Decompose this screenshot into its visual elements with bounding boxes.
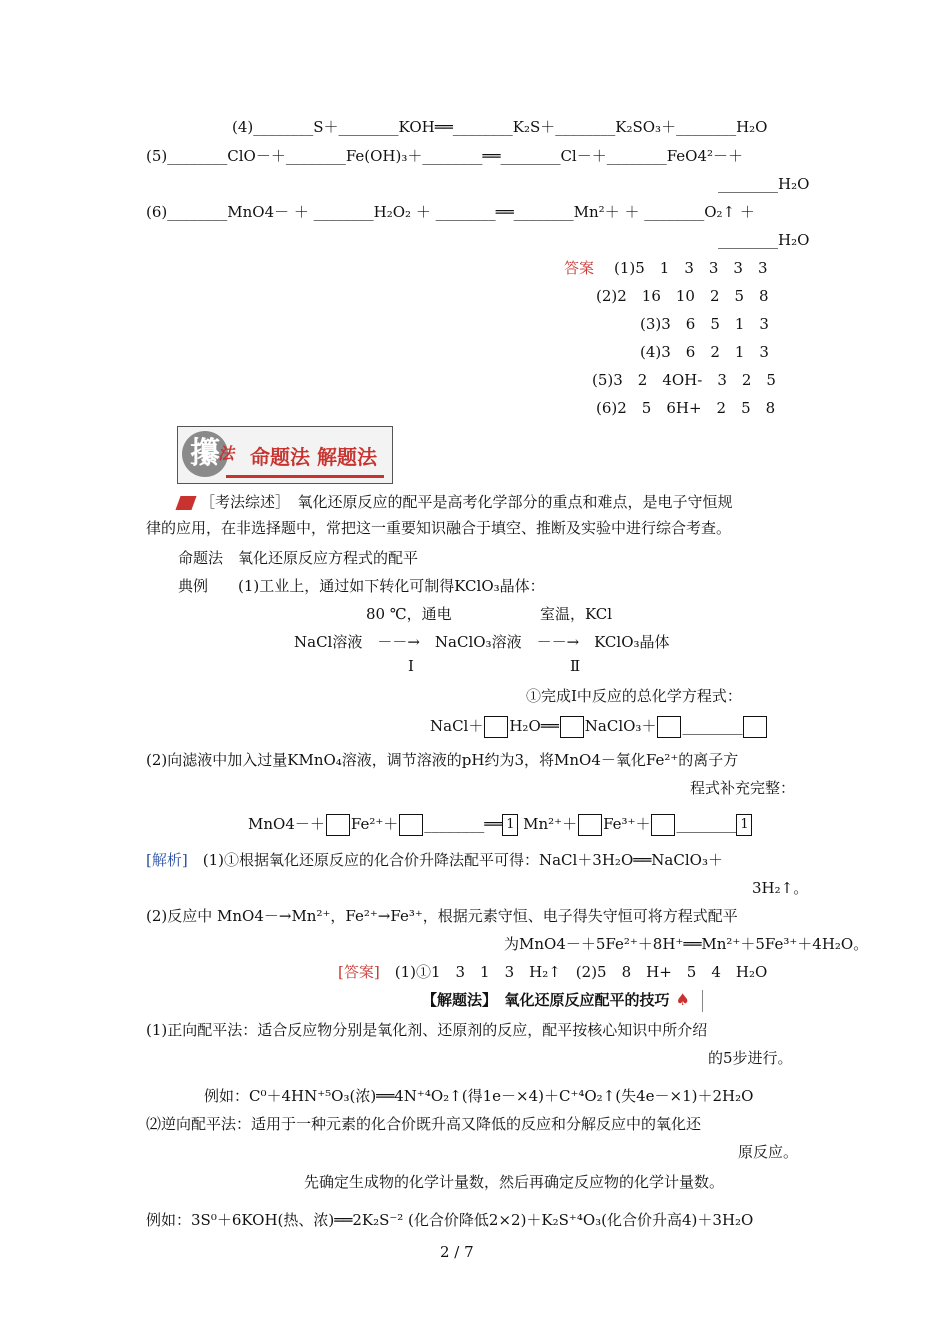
analysis-line-1	[146, 850, 723, 870]
tip-1-line-1: (1)正向配平法：适合反应物分别是氧化剂、还原剂的反应，配平按核心知识中所介绍	[146, 1021, 708, 1039]
analysis-line-3: (2)反应中 MnO4－→Mn²⁺，Fe²⁺→Fe³⁺，根据元素守恒、电子得失守恒可将方程式配平	[146, 907, 738, 925]
page-number: 2 / 7	[440, 1243, 474, 1261]
blank-box[interactable]	[399, 814, 423, 836]
eq-a-blank-line: ________	[682, 717, 743, 735]
tip-2-line-1: ⑵逆向配平法：适用于一种元素的化合价既升高又降低的反应和分解反应中的氧化还	[146, 1115, 702, 1133]
equation-6-cont: ________H₂O	[718, 231, 810, 249]
analysis-text-1: (1)①根据氧化还原反应的化合价升降法配平可得：NaCl＋3H₂O══NaClO₃＋	[187, 851, 723, 869]
eq-b-fe3: Fe³⁺＋	[603, 815, 651, 833]
analysis-line-4: 为MnO4－＋5Fe²⁺＋8H⁺══Mn²⁺＋5Fe³⁺＋4H₂O。	[504, 935, 869, 953]
answer-1: (1)5 1 3 3 3 3	[614, 259, 768, 277]
eq-a-nacl: NaCl＋	[430, 717, 484, 735]
analysis-label: [解析]	[146, 851, 188, 869]
badge-seal-icon: 攥	[182, 431, 228, 477]
answer-body: (1)①1 3 1 3 H₂↑ (2)5 8 H+ 5 4 H₂O	[379, 963, 768, 981]
badge-small-label: 法	[218, 444, 235, 463]
answer-5: (5)3 2 4OH- 3 2 5	[592, 371, 776, 389]
eq-b-mn2: Mn²⁺＋	[523, 815, 578, 833]
overview-line-1	[178, 492, 733, 512]
eq-b-blank-line: ________══	[424, 815, 503, 833]
answer-6: (6)2 5 6H+ 2 5 8	[596, 399, 776, 417]
tip-2-line-3: 先确定生成物的化学计量数，然后再确定反应物的化学计量数。	[304, 1173, 725, 1191]
analysis-line-2: 3H₂↑。	[752, 879, 809, 897]
equation-a	[430, 716, 768, 738]
eq-a-water: H₂O══	[509, 717, 559, 735]
condition-1: 80 ℃，通电	[366, 605, 452, 623]
step-1-label: Ⅰ	[408, 657, 414, 675]
equation-4: (4)________S＋________KOH══________K₂S＋________K₂SO₃＋________H₂O	[232, 118, 768, 136]
blank-box[interactable]	[484, 716, 508, 738]
blank-box[interactable]	[578, 814, 602, 836]
badge-underline	[226, 475, 384, 478]
blank-box[interactable]	[657, 716, 681, 738]
condition-2: 室温，KCl	[540, 605, 613, 623]
blank-box[interactable]	[560, 716, 584, 738]
badge-title: 命题法 解题法	[250, 445, 377, 469]
eq-a-naclo3: NaClO₃＋	[584, 717, 657, 735]
equation-b	[248, 814, 752, 836]
blank-box[interactable]	[651, 814, 675, 836]
answer-3: (3)3 6 5 1 3	[640, 315, 769, 333]
method-title: 命题法 氧化还原反应方程式的配平	[178, 549, 419, 567]
example-intro: 典例 (1)工业上，通过如下转化可制得KClO₃晶体：	[178, 577, 545, 595]
blank-box[interactable]	[743, 716, 767, 738]
overview-text-1: ［考法综述］ 氧化还原反应的配平是高考化学部分的重点和难点，是电子守恒规	[200, 493, 733, 511]
tip-1-example: 例如：C⁰＋4HN⁺⁵O₃(浓)══4N⁺⁴O₂↑(得1e－×4)＋C⁺⁴O₂↑(失4e－×1)＋2H₂O	[204, 1087, 754, 1105]
meditation-icon: ♠	[676, 990, 703, 1012]
coefficient-box: 1	[736, 814, 752, 836]
coefficient-box: 1	[502, 814, 518, 836]
question-1: ①完成Ⅰ中反应的总化学方程式：	[526, 687, 742, 705]
answer-label-2: [答案]	[338, 963, 380, 981]
section-badge	[177, 426, 393, 484]
pen-icon	[175, 496, 196, 510]
step-2-label: Ⅱ	[570, 657, 581, 675]
overview-line-2: 律的应用，在非选择题中，常把这一重要知识融合于填空、推断及实验中进行综合考查。	[146, 519, 732, 537]
tip-title-line	[422, 990, 703, 1012]
question-2: (2)向滤液中加入过量KMnO₄溶液，调节溶液的pH约为3，将MnO4－氧化Fe²⁺的离子方	[146, 751, 739, 769]
equation-6: (6)________MnO4－ ＋ ________H₂O₂ ＋ ________══________Mn²＋ ＋ ________O₂↑ ＋	[146, 203, 755, 221]
equation-5: (5)________ClO－＋________Fe(OH)₃＋________══________Cl－＋________FeO4²－＋	[146, 147, 744, 165]
tip-title: 【解题法】 氧化还原反应配平的技巧	[422, 991, 670, 1009]
answer-label: 答案	[564, 259, 595, 277]
blank-box[interactable]	[326, 814, 350, 836]
eq-b-fe2: Fe²⁺＋	[350, 815, 399, 833]
answer-4: (4)3 6 2 1 3	[640, 343, 769, 361]
reaction-scheme: NaCl溶液 －－→ NaClO₃溶液 －－→ KClO₃晶体	[294, 633, 670, 651]
answer-line	[338, 962, 767, 982]
answer-2: (2)2 16 10 2 5 8	[596, 287, 769, 305]
tip-1-line-2: 的5步进行。	[708, 1049, 793, 1067]
eq-b-mno4: MnO4－＋	[248, 815, 325, 833]
question-2-cont: 程式补充完整：	[690, 779, 796, 797]
tip-2-line-2: 原反应。	[738, 1143, 799, 1161]
tip-2-example: 例如：3S⁰＋6KOH(热、浓)══2K₂S⁻² (化合价降低2×2)＋K₂S⁺⁴O₃(化合价升高4)＋3H₂O	[146, 1211, 754, 1229]
equation-5-cont: ________H₂O	[718, 175, 810, 193]
eq-b-blank-line-2: ________	[676, 815, 737, 833]
